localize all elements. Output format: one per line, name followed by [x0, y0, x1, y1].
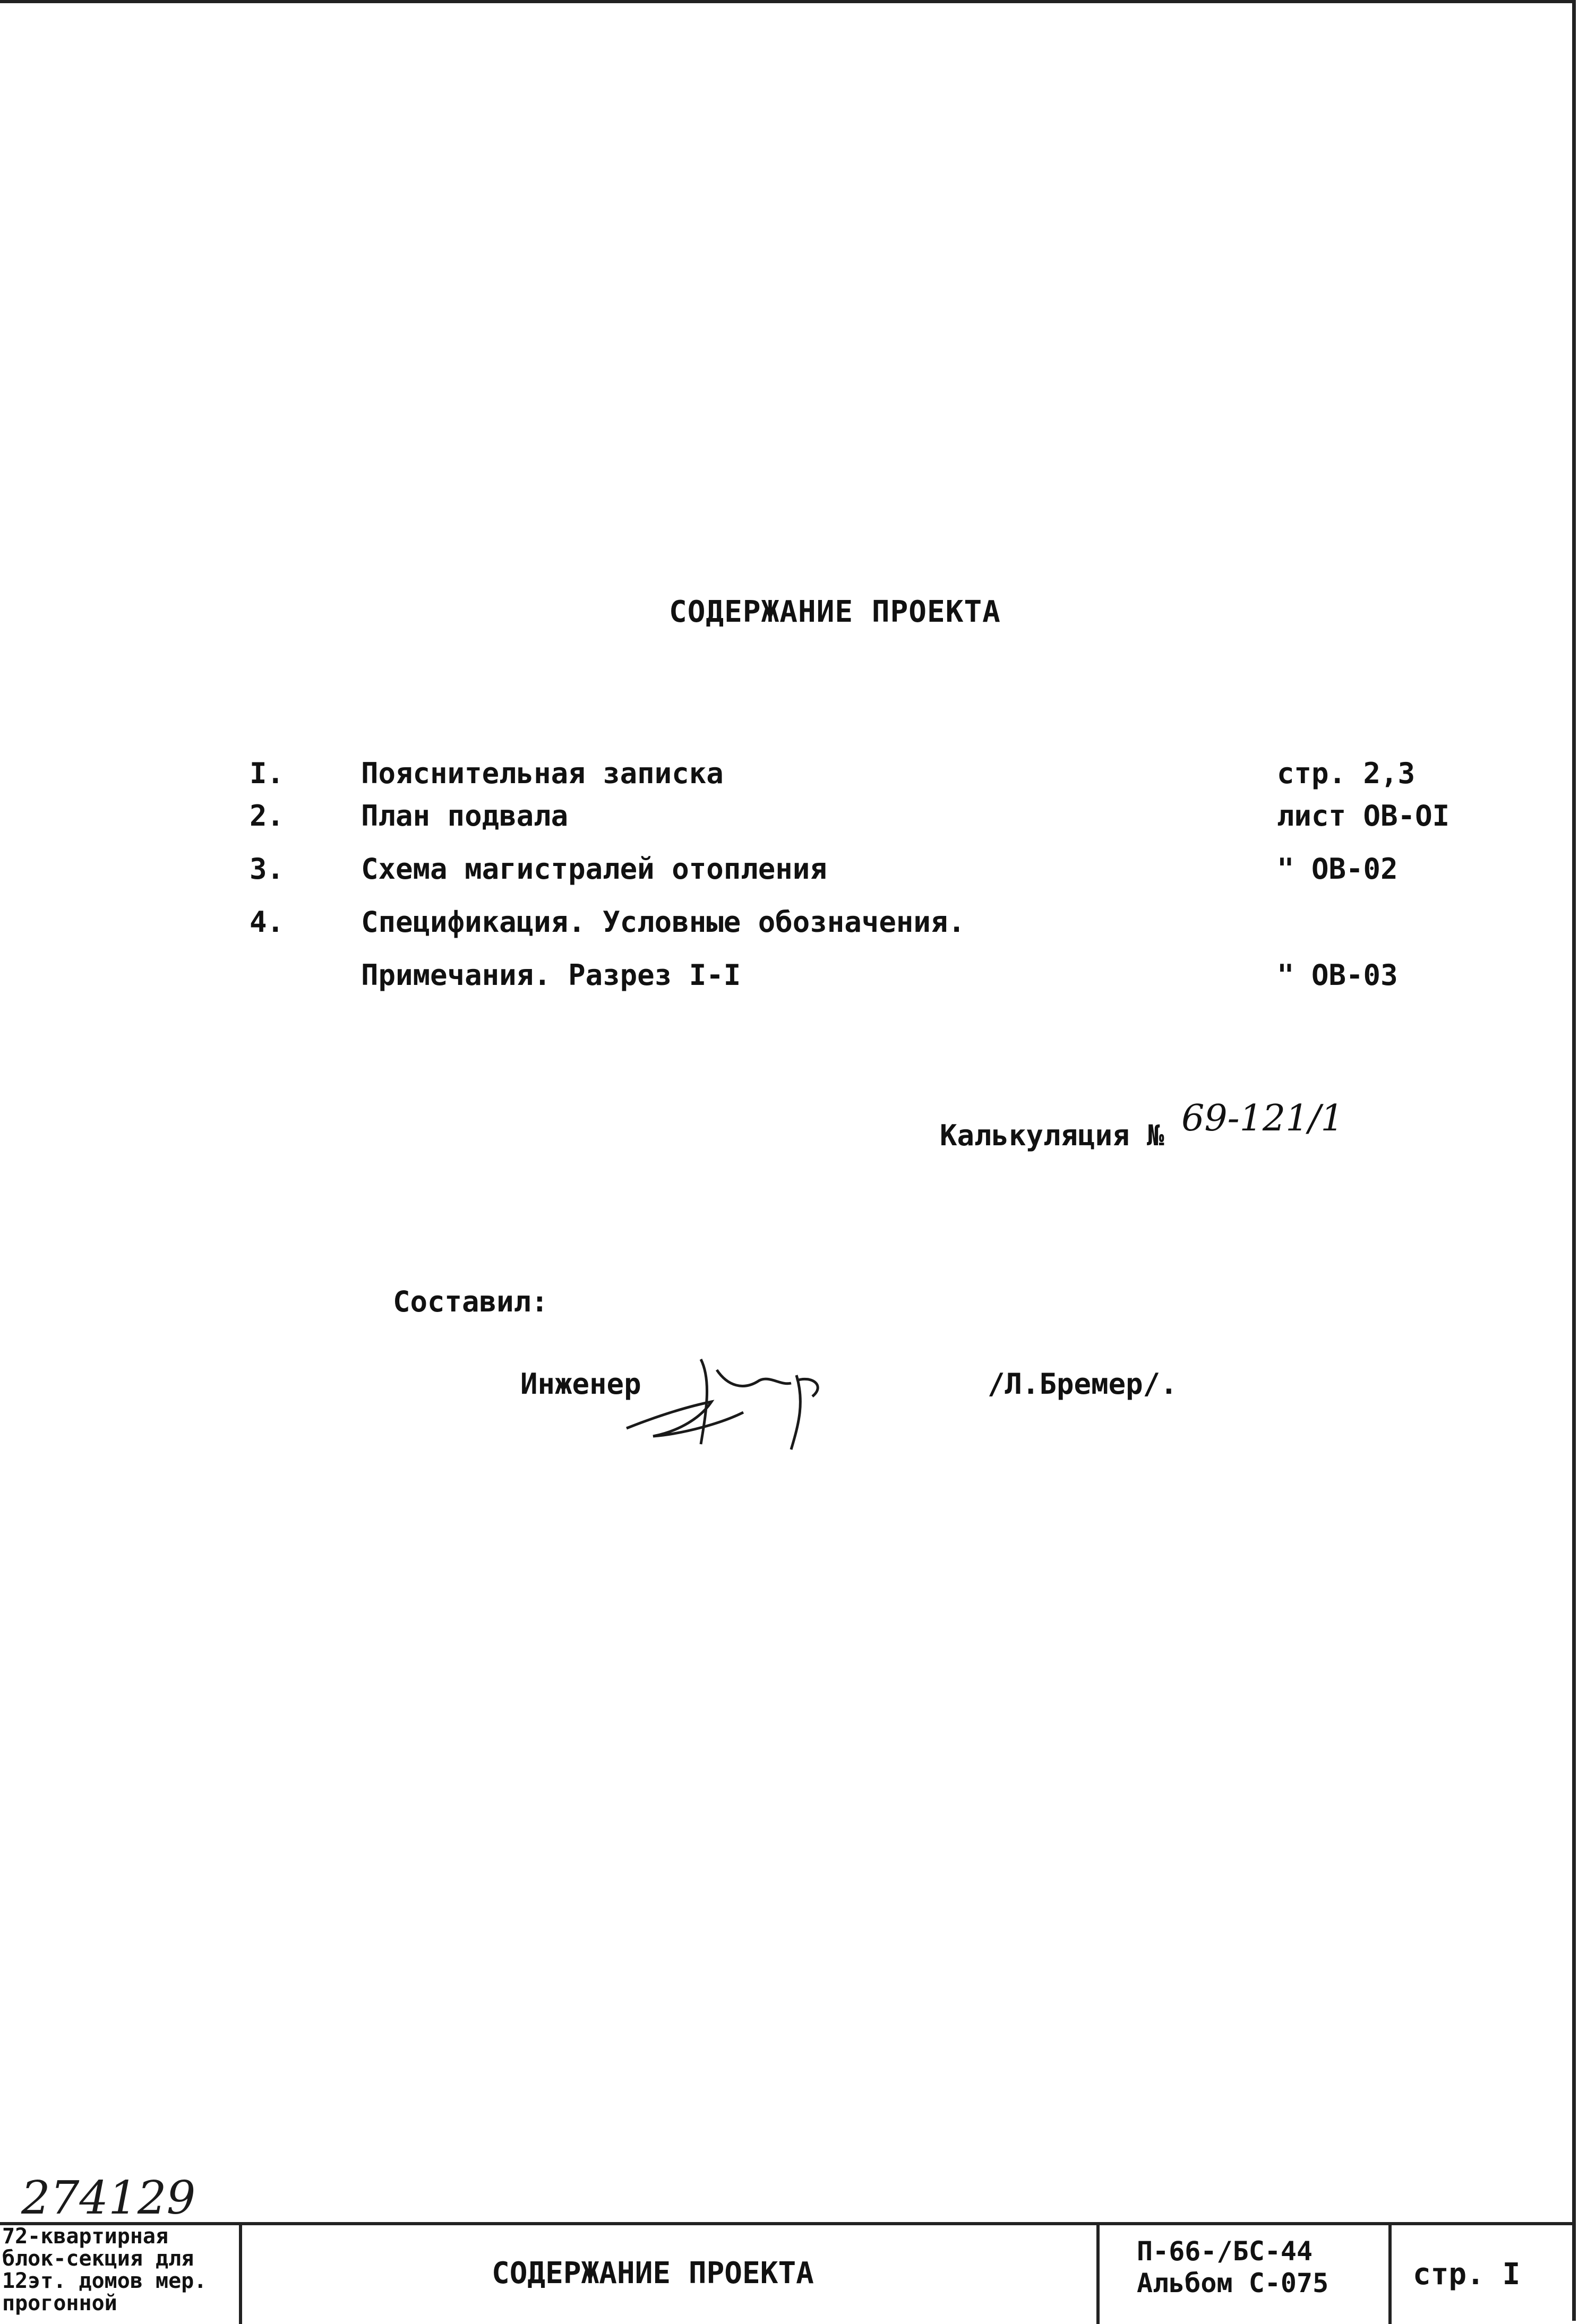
toc-item-title: Пояснительная записка	[361, 757, 724, 790]
toc-item-number: 2.	[250, 799, 285, 833]
toc-item-title: План подвала	[361, 799, 569, 833]
title-block-code-cell	[1096, 2225, 1388, 2324]
toc-item-number: I.	[250, 757, 285, 790]
compiled-by-label: Составил:	[393, 1285, 548, 1318]
document-title: СОДЕРЖАНИЕ ПРОЕКТА	[669, 595, 1001, 629]
toc-item	[0, 799, 1587, 842]
toc-item-number: 3.	[250, 852, 285, 886]
toc-item-reference: стр. 2,3	[1277, 757, 1416, 790]
toc-item-title: Схема магистралей отопления	[361, 852, 827, 886]
toc-item-reference: " ОВ-02	[1277, 852, 1398, 886]
title-block-page-cell	[1388, 2225, 1576, 2324]
toc-item-number: 4.	[250, 905, 285, 939]
title-block-project-code: П-66-/БС-44	[1137, 2236, 1313, 2267]
toc-item	[0, 958, 1587, 1001]
title-block-object-description: 72-квартирная блок-секция для 12эт. домов мер. прогонной	[2, 2225, 207, 2316]
signature	[621, 1338, 844, 1455]
engineer-label: Инженер	[520, 1367, 641, 1401]
author-name: /Л.Бремер/.	[988, 1367, 1178, 1401]
toc-item-reference: лист ОВ-ОI	[1277, 799, 1450, 833]
page-number: стр. I	[1413, 2257, 1521, 2292]
title-block-album: Альбом С-075	[1137, 2268, 1329, 2299]
calculation-line	[940, 1097, 1344, 1154]
calculation-number: 69-121/1	[1181, 1097, 1344, 1139]
toc-item-title: Спецификация. Условные обозначения.	[361, 905, 965, 939]
toc-item	[0, 757, 1587, 799]
title-block-sheet-title: СОДЕРЖАНИЕ ПРОЕКТА	[492, 2256, 814, 2291]
toc-item	[0, 905, 1587, 948]
title-block-center-cell	[239, 2225, 1096, 2324]
toc-item-title: Примечания. Разрез I-I	[361, 958, 741, 992]
toc-item-reference: " ОВ-03	[1277, 958, 1398, 992]
title-block	[0, 2222, 1576, 2321]
toc-item	[0, 852, 1587, 895]
calculation-label: Калькуляция №	[940, 1119, 1164, 1152]
archive-number: 274129	[21, 2172, 196, 2225]
